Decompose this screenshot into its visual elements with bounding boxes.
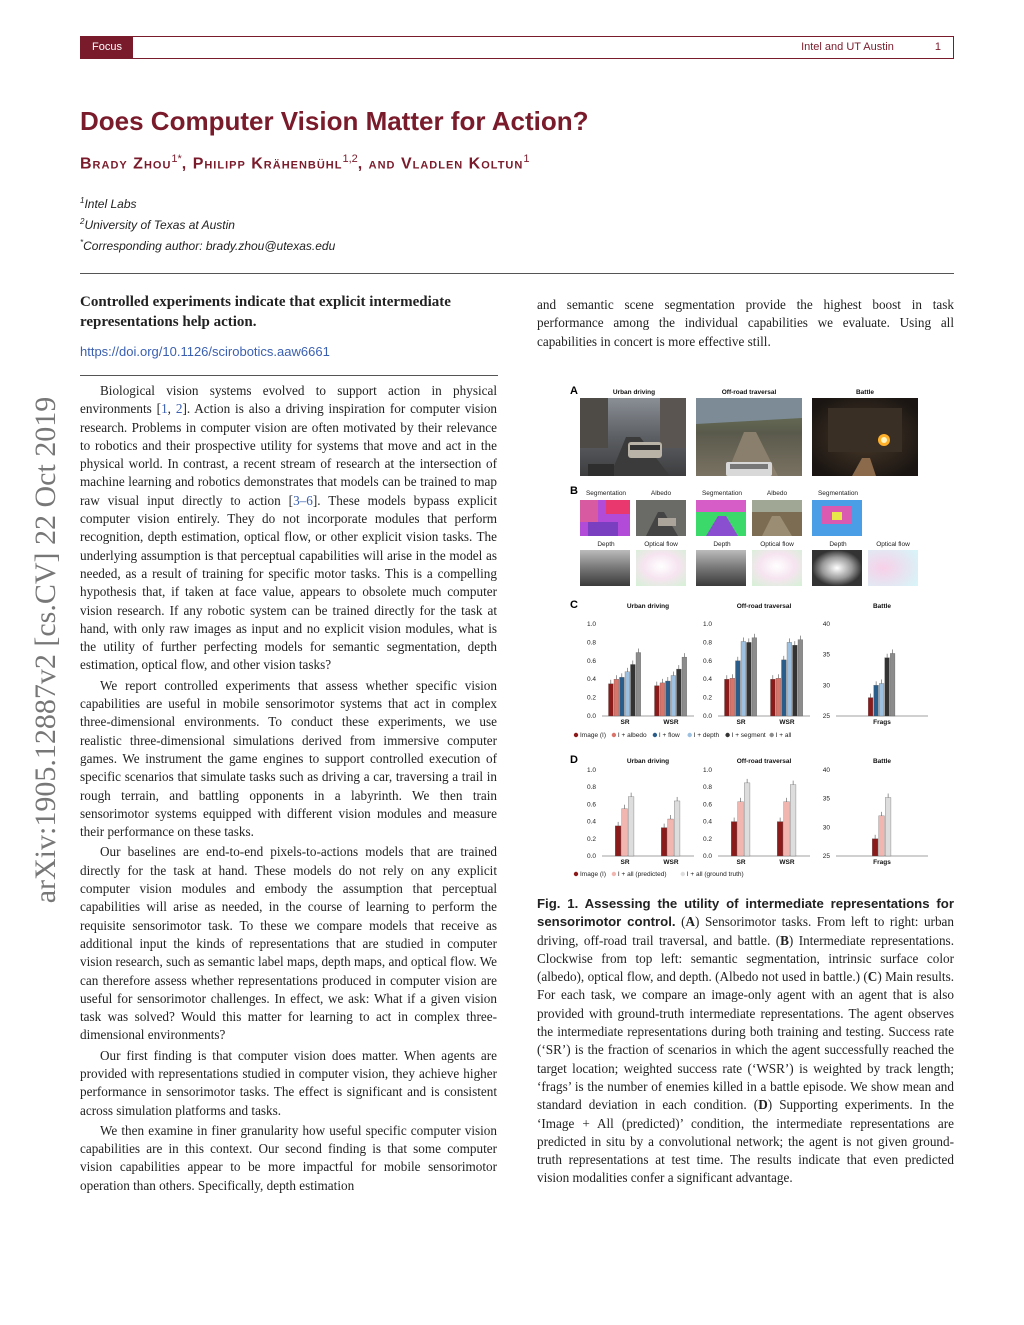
bar xyxy=(628,797,634,856)
bar xyxy=(879,816,885,856)
y-tick-label: 0.0 xyxy=(702,853,712,860)
legend-label: I + all xyxy=(775,732,792,739)
bar xyxy=(777,822,783,856)
bar xyxy=(784,802,790,856)
bar xyxy=(625,672,630,716)
rep-label: Depth xyxy=(829,541,847,548)
doi-link[interactable]: https://doi.org/10.1126/scirobotics.aaw6661 xyxy=(80,344,330,359)
y-tick-label: 0.4 xyxy=(586,676,596,684)
offroad-albedo-image xyxy=(752,500,802,536)
paper-title: Does Computer Vision Matter for Action? xyxy=(80,106,589,136)
bar xyxy=(666,681,671,716)
bar xyxy=(790,785,796,856)
bar xyxy=(622,809,628,856)
author-affiliation-marker: 1 xyxy=(523,153,530,165)
rep-label: Segmentation xyxy=(585,490,627,497)
affiliation: $^1$Intel Labs xyxy=(80,196,137,211)
x-tick-label: WSR xyxy=(779,859,795,866)
offroad-depth-image xyxy=(696,550,746,586)
affiliation: *Corresponding author: brady.zhou@utexas.edu xyxy=(80,238,336,253)
x-tick-label: WSR xyxy=(663,719,679,726)
affiliation: $^2$University of Texas at Austin xyxy=(80,217,235,232)
offroad-segmentation-image xyxy=(696,500,746,536)
panel-d-letter: D xyxy=(570,754,578,766)
bar xyxy=(736,661,741,716)
battle-flow-image xyxy=(868,550,918,586)
rep-label: Albedo xyxy=(650,490,672,497)
y-tick-label: 30 xyxy=(822,682,830,690)
paragraph: We report controlled experiments that assess whether specific vision capabilities are useful in mobile sensorimotor systems that act in complex three-dimensional environments. To conduct these experiments, we use realistic three-dimensional simulations derived from immersive computer games. We instrument the game engines to support controlled execution of specific scenarios that simulate tasks such as driving a car, traversing a trail in rough terrain, and battling opponents in a labyrinth. We then train sensorimotor systems equipped with different vision modules and measure their performance on these tasks. xyxy=(80,677,497,840)
legend-swatch xyxy=(612,872,616,876)
paragraph: We then examine in finer granularity how useful specific computer vision capabilities are in this context. Our second finding is that some computer vision capabilities appear to be more impactful for mobile sensorimotor operation than others. Specifically, depth estimation xyxy=(80,1122,497,1193)
bar xyxy=(890,653,895,716)
caption-title: Fig. 1. Assessing the utility of intermediate representations for sensorimotor control. xyxy=(537,896,954,930)
arxiv-stamp: arXiv:1905.12887v2 [cs.CV] 22 Oct 2019 xyxy=(29,396,62,904)
rep-label: Optical flow xyxy=(876,541,910,548)
body-text-continued: and semantic scene segmentation provide the highest boost in task performance among the individual capabilities we evaluate. Using all capabilities in concert is more effective still. xyxy=(537,297,954,349)
panel-a-letter: A xyxy=(570,385,578,397)
chart-title: Off-road traversal xyxy=(736,758,792,765)
body-text xyxy=(80,382,497,1197)
y-tick-label: 0.2 xyxy=(702,694,712,702)
x-tick-label: Frags xyxy=(873,719,891,726)
legend-label: I + all (predicted) xyxy=(617,871,667,878)
bar xyxy=(738,802,744,856)
legend-label: I + flow xyxy=(658,732,680,739)
author-affiliation-marker: 1,2 xyxy=(342,153,358,165)
author-affiliation-marker: 1* xyxy=(171,153,182,165)
y-tick-label: 0.4 xyxy=(702,818,712,826)
bar xyxy=(885,658,890,716)
author-name: Philipp Krähenbühl xyxy=(192,155,343,173)
bar xyxy=(872,839,878,856)
rep-label: Depth xyxy=(597,541,615,548)
bar xyxy=(752,638,757,716)
y-tick-label: 0.8 xyxy=(702,639,712,647)
x-tick-label: SR xyxy=(620,719,630,726)
bar xyxy=(730,678,735,716)
figure-caption: Fig. 1. Assessing the utility of intermediate representations for sensorimotor control. (A) Sensorimotor tasks. From left to right: urban driving, off-road trail traversal, and battle. (B) Intermediate representations. Clockwise from top left: semantic segmentation, intrinsic surface color (albedo), optical flow, and depth. (Albedo not used in battle.) (C) Main results. For each task, we compare an image-only agent with an agent that is also provided with ground-truth intermediate representations. The agent observes the intermediate representations during both training and testing. Success rate (‘SR’) is the fraction of scenarios in which the agent successfully reached the target location; weighted success rate (‘WSR’) is weighted by track length; ‘frags’ is the number of enemies killed in a battle episode. We show mean and standard deviation in each condition. (D) Supporting experiments. In the ‘Image + All (predicted)’ condition, the intermediate representations are predicted in situ by a convolutional network; the agent is not given ground-truth representations at test time. The results indicate that even predicted vision modalities confer a significant advantage. xyxy=(537,896,954,1186)
section-tag: Focus xyxy=(81,37,133,58)
citation-link[interactable]: 1 xyxy=(161,401,168,417)
y-tick-label: 0.6 xyxy=(586,801,596,809)
bar xyxy=(660,683,665,716)
panel-b-letter: B xyxy=(570,485,578,497)
chart-title: Battle xyxy=(872,758,892,765)
y-tick-label: 0.4 xyxy=(586,818,596,826)
page-header xyxy=(80,36,954,59)
y-tick-label: 0.0 xyxy=(586,713,596,720)
urban-albedo-image xyxy=(636,500,686,536)
y-tick-label: 0.6 xyxy=(702,801,712,809)
task-label-battle: Battle xyxy=(855,389,875,396)
x-tick-label: WSR xyxy=(779,719,795,726)
bar xyxy=(747,642,752,716)
legend-label: Image (I) xyxy=(580,732,607,739)
legend-swatch xyxy=(612,733,616,737)
chart-title: Off-road traversal xyxy=(736,603,792,610)
rep-label: Depth xyxy=(713,541,731,548)
bar xyxy=(636,653,641,716)
rep-label: Segmentation xyxy=(701,490,743,497)
citation-link[interactable]: 2 xyxy=(175,401,183,417)
bar xyxy=(874,685,879,716)
bar xyxy=(741,641,746,716)
battle-segmentation-image xyxy=(812,500,862,536)
chart-title: Urban driving xyxy=(626,758,670,765)
header-right xyxy=(801,37,941,58)
y-tick-label: 40 xyxy=(822,767,830,774)
legend-label: I + all (ground truth) xyxy=(686,871,744,878)
header-affiliation: Intel and UT Austin xyxy=(801,41,894,53)
x-tick-label: WSR xyxy=(663,859,679,866)
bar xyxy=(868,698,873,716)
urban-flow-image xyxy=(636,550,686,586)
panel-c-letter: C xyxy=(570,599,578,611)
bar xyxy=(668,819,674,856)
legend-swatch xyxy=(770,733,774,737)
chart-title: Battle xyxy=(872,603,892,610)
bar xyxy=(885,798,891,856)
urban-depth-image xyxy=(580,550,630,586)
rep-label: Albedo xyxy=(766,490,788,497)
bar xyxy=(682,657,687,716)
bar xyxy=(744,783,750,856)
y-tick-label: 40 xyxy=(822,621,830,628)
legend-swatch xyxy=(574,733,578,737)
author-name: Brady Zhou xyxy=(80,155,172,173)
bar xyxy=(661,828,667,856)
chart-title: Urban driving xyxy=(626,603,670,610)
legend-label: I + segment xyxy=(731,732,766,739)
author-name: Vladlen Koltun xyxy=(400,155,524,173)
bar xyxy=(677,669,682,716)
bar xyxy=(782,660,787,716)
y-tick-label: 0.4 xyxy=(702,676,712,684)
bar xyxy=(655,686,660,716)
x-tick-label: SR xyxy=(736,719,746,726)
y-tick-label: 30 xyxy=(822,824,830,832)
y-tick-label: 0.0 xyxy=(702,713,712,720)
bar xyxy=(609,684,614,716)
legend-label: I + depth xyxy=(693,732,720,739)
task-label-offroad: Off-road traversal xyxy=(721,389,777,396)
y-tick-label: 0.2 xyxy=(702,835,712,843)
x-tick-label: Frags xyxy=(873,859,891,866)
y-tick-label: 1.0 xyxy=(586,621,596,628)
bar xyxy=(879,683,884,716)
legend-swatch xyxy=(688,733,692,737)
y-tick-label: 25 xyxy=(822,713,830,720)
legend-swatch xyxy=(681,872,685,876)
urban-driving-image xyxy=(580,398,686,476)
paragraph: Biological vision systems evolved to support action in physical environments [1, 2]. Action is also a driving inspiration for computer vision research. Problems in computer vision are often motivated by their relevance to robotics and their prospective utility for systems that move and act in the physical world. In contrast, a recent stream of research at the intersection of machine learning and robotics demonstrates that models can be trained to map raw visual input directly to action [3–6]. These models bypass explicit computer vision entirely. They do not incorporate modules that perform recognition, depth estimation, optical flow, or other explicit vision tasks. The underlying assumption is that perceptual capabilities will arise in the model as needed, as a result of training for specific motor tasks. This is a compelling hypothesis that, if taken at face value, appears to obsolete much computer vision research. If any robotic system can be trained directly for the task at hand, with only raw images as input and no explicit vision modules, what is the utility of further perfecting models for semantic segmentation, depth estimation, optical flow, and other vision tasks? xyxy=(80,383,498,673)
rep-label: Optical flow xyxy=(644,541,678,548)
task-label-urban: Urban driving xyxy=(612,389,656,396)
paragraph: Our baselines are end-to-end pixels-to-actions models that are trained directly for the task at hand. These models do not rely on any explicit computer vision modules and embody the assumption that perceptual capabilities will arise as needed, in the course of learning to perform the requisite sensorimotor task. To these we compare models that receive as additional input the kinds of representations that are studied in computer vision research, such as semantic label maps, depth maps, and optical flow. We can therefore assess whether representations produced in computer vision are useful for sensorimotor challenges. In effect, we ask: What if a given vision task was solved? Would this matter for learning to act in complex three-dimensional environments? xyxy=(80,844,497,1043)
bar-charts xyxy=(574,603,928,878)
battle-depth-image xyxy=(812,550,862,586)
bar xyxy=(674,801,680,856)
urban-segmentation-image xyxy=(580,500,630,536)
y-tick-label: 0.8 xyxy=(586,639,596,647)
battle-image xyxy=(812,398,918,476)
y-tick-label: 0.8 xyxy=(586,784,596,792)
figure-1 xyxy=(566,382,946,882)
x-tick-label: SR xyxy=(736,859,746,866)
legend-swatch xyxy=(574,872,578,876)
divider xyxy=(80,375,498,376)
bar xyxy=(725,679,730,716)
y-tick-label: 1.0 xyxy=(702,621,712,628)
y-tick-label: 0.6 xyxy=(586,657,596,665)
y-tick-label: 35 xyxy=(822,651,830,659)
page-number: 1 xyxy=(934,41,941,53)
y-tick-label: 0.0 xyxy=(586,853,596,860)
offroad-flow-image xyxy=(752,550,802,586)
y-tick-label: 0.6 xyxy=(702,657,712,665)
bar xyxy=(787,642,792,716)
bar xyxy=(771,679,776,716)
author-list: Brady Zhou$^{1*}$, Philipp Krähenbühl$^{1,2}$, and Vladlen Koltun$^1$ xyxy=(80,153,530,173)
rep-label: Segmentation xyxy=(817,490,859,497)
bar xyxy=(620,677,625,716)
divider xyxy=(80,273,954,274)
bar xyxy=(614,679,619,716)
y-tick-label: 0.2 xyxy=(586,835,596,843)
teaser: Controlled experiments indicate that explicit intermediate representations help action. xyxy=(80,294,451,330)
bar xyxy=(671,676,676,716)
bar xyxy=(793,645,798,716)
paragraph: Our first finding is that computer vision does matter. When agents are provided with representations studied in computer vision, they achieve higher performance in sensorimotor tasks. The effect is significant and is consistent across simulation platforms and tasks. xyxy=(80,1047,497,1118)
bar xyxy=(631,664,636,716)
y-tick-label: 0.2 xyxy=(586,694,596,702)
bar xyxy=(776,678,781,716)
y-tick-label: 1.0 xyxy=(586,767,596,774)
offroad-traversal-image xyxy=(696,398,802,476)
legend-label: Image (I) xyxy=(580,871,607,878)
affiliations xyxy=(80,192,335,255)
rep-label: Optical flow xyxy=(760,541,794,548)
citation-link[interactable]: 3–6 xyxy=(293,492,313,508)
bar xyxy=(798,640,803,716)
y-tick-label: 0.8 xyxy=(702,784,712,792)
legend-swatch xyxy=(725,733,729,737)
bar xyxy=(615,826,621,856)
x-tick-label: SR xyxy=(620,859,630,866)
bar xyxy=(731,822,737,856)
legend-swatch xyxy=(653,733,657,737)
y-tick-label: 1.0 xyxy=(702,767,712,774)
y-tick-label: 25 xyxy=(822,853,830,860)
y-tick-label: 35 xyxy=(822,795,830,803)
legend-label: I + albedo xyxy=(617,732,647,739)
